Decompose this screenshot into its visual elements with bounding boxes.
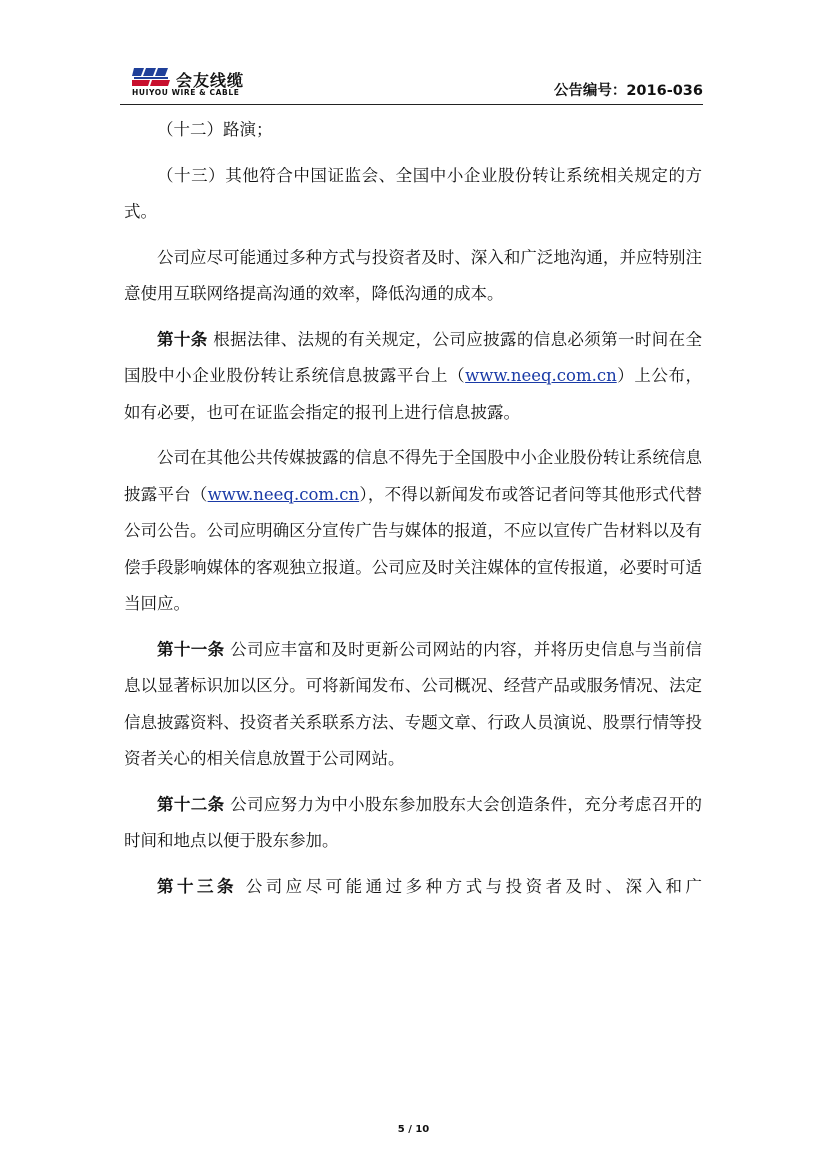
media-link[interactable]: www.neeq.com.cn: [207, 484, 360, 504]
article-10-text-a: 根据法律、法规的有关规定，公司应披露的信息必须第一时间在全国股中小企业股份转让系统信息披露平台上（: [124, 329, 703, 385]
article-11: [124, 632, 702, 778]
logo-english-name: HUIYOU WIRE & CABLE: [132, 88, 240, 97]
article-11-title: 第十一条: [157, 639, 225, 659]
media-text-b: ），不得以新闻发布或答记者问等其他形式代替公司公告。公司应明确区分宣传广告与媒体的报道，不应以宣传广告材料以及有偿手段影响媒体的客观独立报道。公司应及时关注媒体的宣传报道，必要时可适当回应。: [124, 484, 702, 613]
article-10: [124, 322, 702, 432]
notice-number: 公告编号：2016-036: [553, 83, 703, 99]
article-10-text-b: ）上公布，如有必要，也可在证监会指定的报刊上进行信息披露。: [124, 366, 703, 422]
article-12: [124, 787, 702, 860]
paragraph-other-methods: （十三）其他符合中国证监会、全国中小企业股份转让系统相关规定的方式。: [124, 165, 702, 221]
page-number: 5 / 10: [397, 1124, 430, 1135]
logo-chinese-name: 会友线缆: [176, 71, 245, 90]
article-10-link[interactable]: www.neeq.com.cn: [465, 366, 617, 385]
document-body: [124, 112, 702, 914]
media-text-a: 公司在其他公共传媒披露的信息不得先于全国股中小企业股份转让系统信息披露平台（: [124, 448, 702, 504]
paragraph-media-disclosure: [124, 440, 702, 623]
paragraph-roadshow: （十二）路演；: [157, 120, 273, 139]
article-13-text: 公司应尽可能通过多种方式与投资者及时、深入和广: [236, 876, 703, 896]
article-10-title: 第十条: [157, 329, 208, 349]
article-13-title: 第十三条: [157, 876, 237, 896]
article-12-text: 公司应努力为中小股东参加股东大会创造条件，充分考虑召开的时间和地点以便于股东参加。: [124, 794, 702, 850]
article-13: [124, 869, 702, 906]
article-12-title: 第十二条: [157, 794, 225, 814]
paragraph-communication: 公司应尽可能通过多种方式与投资者及时、深入和广泛地沟通，并应特别注意使用互联网络提高沟通的效率，降低沟通的成本。: [124, 247, 702, 303]
page-header: [120, 62, 703, 105]
company-logo: [132, 66, 292, 98]
article-11-text: 公司应丰富和及时更新公司网站的内容，并将历史信息与当前信息以显著标识加以区分。可将新闻发布、公司概况、经营产品或服务情况、法定信息披露资料、投资者关系联系方法、专题文章、行政人员演说、股票行情等投资者关心的相关信息放置于公司网站。: [124, 639, 702, 768]
logo-mark-icon: [132, 66, 172, 90]
